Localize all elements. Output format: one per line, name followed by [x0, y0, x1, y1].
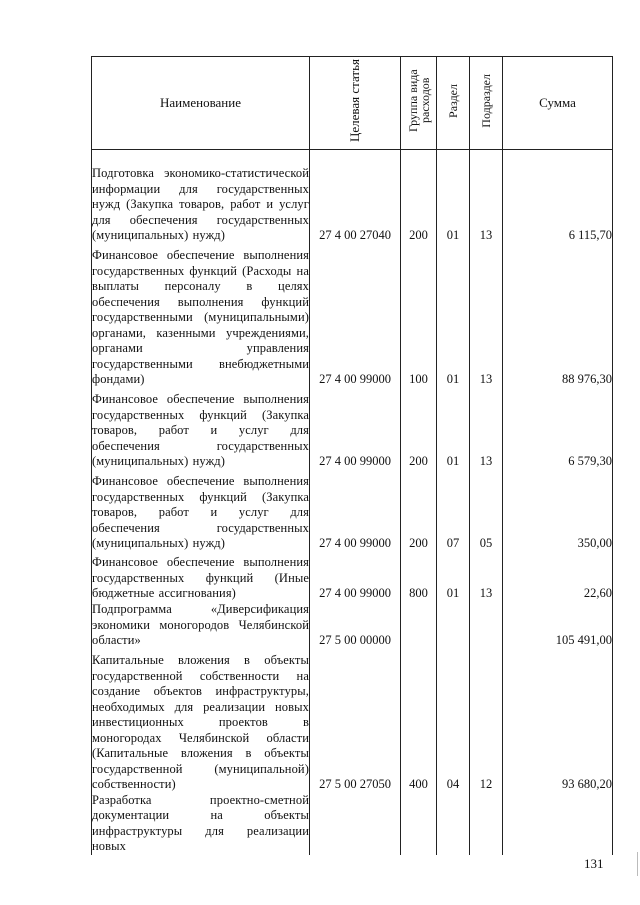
row-name: Подготовка экономико-статистической информации для государственных нужд (Закупка товаров, работ и услуг для обеспечения государственных (муниципальных) нужд): [92, 150, 310, 244]
row-group: [401, 793, 437, 855]
page-number: 131: [584, 856, 604, 871]
row-subsection: [470, 602, 503, 649]
row-group: 200: [401, 150, 437, 244]
row-section: [437, 602, 470, 649]
row-target: 27 5 00 00000: [310, 602, 401, 649]
table-body: [92, 150, 613, 855]
row-target: 27 4 00 99000: [310, 552, 401, 602]
table-row: [92, 244, 613, 388]
row-amount: 6 115,70: [503, 150, 613, 244]
table-row: [92, 649, 613, 793]
table-row: [92, 388, 613, 470]
header-expense-group: Группа вида расходов: [401, 57, 437, 150]
table-row: [92, 470, 613, 552]
row-section: 04: [437, 649, 470, 793]
row-amount: 88 976,30: [503, 244, 613, 388]
row-amount: 6 579,30: [503, 388, 613, 470]
row-target: 27 4 00 27040: [310, 150, 401, 244]
row-subsection: 13: [470, 388, 503, 470]
row-group: [401, 602, 437, 649]
row-subsection: 12: [470, 649, 503, 793]
row-name: Подпрограмма «Диверсификация экономики моногородов Челябинской области»: [92, 602, 309, 647]
header-amount: Сумма: [503, 57, 613, 150]
row-target: 27 4 00 99000: [310, 470, 401, 552]
row-subsection: 13: [470, 244, 503, 388]
row-amount: 22,60: [503, 552, 613, 602]
table-row: [92, 150, 613, 244]
row-section: 01: [437, 150, 470, 244]
row-amount: 93 680,20: [503, 649, 613, 793]
budget-table: [91, 56, 613, 855]
header-target: Целевая статья: [310, 57, 401, 150]
row-target: 27 4 00 99000: [310, 244, 401, 388]
row-amount: 350,00: [503, 470, 613, 552]
table-row: [92, 552, 613, 602]
row-section: [437, 793, 470, 855]
row-section: 07: [437, 470, 470, 552]
row-name: Финансовое обеспечение выполнения государственных функций (Закупка товаров, работ и услуг для обеспечения государственных (муниципальных) нужд): [92, 470, 310, 552]
header-section: Раздел: [437, 57, 470, 150]
table-row: [92, 602, 613, 649]
table-header: [92, 57, 613, 150]
row-name: Финансовое обеспечение выполнения государственных функций (Расходы на выплаты персоналу в целях обеспечения выполнения функций государственными (муниципальными) органами, казенными учреждениями, органами управления государственными внебюджетными фондами): [92, 244, 310, 388]
row-name: Капитальные вложения в объекты государственной собственности на создание объектов инфраструктуры, необходимых для реализации новых инвестиционных проектов в моногородах Челябинской области (Капитальные вложения в объекты государственной (муниципальной) собственности): [92, 649, 310, 793]
row-section: 01: [437, 388, 470, 470]
row-name: Финансовое обеспечение выполнения государственных функций (Закупка товаров, работ и услуг для обеспечения государственных (муниципальных) нужд): [92, 388, 310, 470]
row-name: Финансовое обеспечение выполнения государственных функций (Иные бюджетные ассигнования): [92, 552, 310, 602]
row-subsection: 13: [470, 150, 503, 244]
row-group: 200: [401, 470, 437, 552]
row-group: 100: [401, 244, 437, 388]
row-amount: [503, 793, 613, 855]
row-group: 400: [401, 649, 437, 793]
row-target: 27 5 00 27050: [310, 649, 401, 793]
row-target: 27 4 00 99000: [310, 388, 401, 470]
row-group: 200: [401, 388, 437, 470]
row-amount: 105 491,00: [503, 602, 613, 649]
row-subsection: 13: [470, 552, 503, 602]
table-row: [92, 793, 613, 855]
row-subsection: 05: [470, 470, 503, 552]
row-section: 01: [437, 244, 470, 388]
header-subsection: Подраздел: [470, 57, 503, 150]
row-target: [310, 793, 401, 855]
header-name: Наименование: [92, 57, 310, 150]
row-name: Разработка проектно-сметной документации на объекты инфраструктуры для реализации новых: [92, 792, 309, 853]
row-subsection: [470, 793, 503, 855]
row-group: 800: [401, 552, 437, 602]
row-section: 01: [437, 552, 470, 602]
scan-edge-mark: [637, 852, 638, 876]
